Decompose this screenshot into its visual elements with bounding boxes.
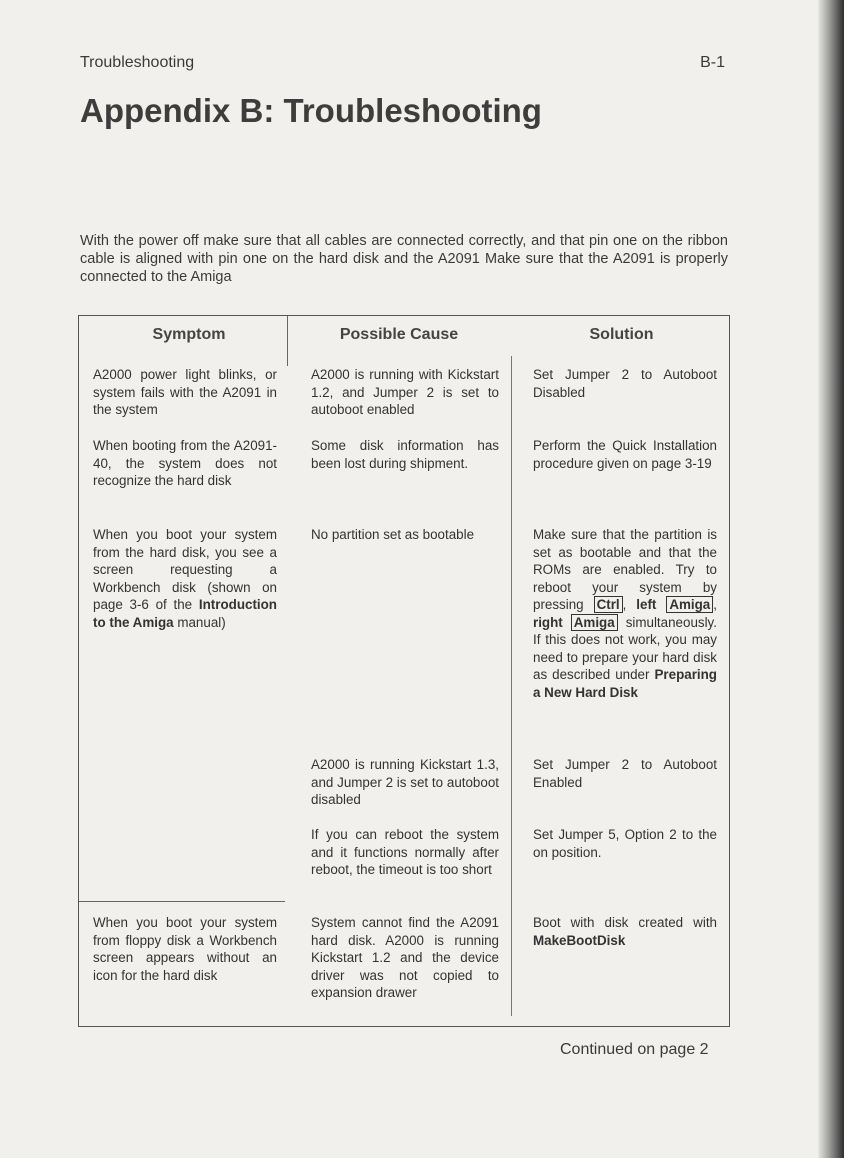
row2-cause: Some disk information has been lost during shipment. bbox=[311, 438, 499, 471]
row3-symptom bbox=[93, 526, 277, 631]
header-section: Troubleshooting bbox=[80, 54, 195, 71]
row3-solution: Make sure that the partition is set as bootable and that the ROMs are enabled. Try to reboot your system by pressing Ctrl , left Amiga , right Amiga simultaneously. If this does not work, you may need to prepare your hard disk as described under Preparing a New Hard Disk bbox=[533, 527, 717, 700]
intro-paragraph: With the power off make sure that all cables are connected correctly, and that pin one on the ribbon cable is aligned with pin one on the hard disk and the A2091 Make sure that the A2091 is properly connected to the Amiga bbox=[80, 233, 728, 285]
header-page-number: B-1 bbox=[700, 54, 725, 71]
row5-cause: If you can reboot the system and it functions normally after reboot, the timeout is too short bbox=[311, 827, 499, 877]
row2-symptom: When booting from the A2091-40, the system does not recognize the hard disk bbox=[93, 438, 277, 488]
header-symptom: Symptom bbox=[152, 326, 226, 343]
left-amiga-key: Amiga bbox=[666, 596, 713, 613]
row4-solution: Set Jumper 2 to Autoboot Enabled bbox=[533, 757, 717, 790]
troubleshooting-table bbox=[78, 315, 730, 1027]
right-label: right bbox=[533, 614, 563, 630]
row3-cause: No partition set as bootable bbox=[311, 527, 475, 542]
column-divider bbox=[287, 316, 288, 366]
ctrl-key: Ctrl bbox=[594, 596, 623, 613]
header-solution: Solution bbox=[589, 326, 654, 343]
row3-solution-text: Make sure that the partition is set as bootable and that the ROMs are enabled. Try to reboot your system by pressing bbox=[533, 527, 717, 612]
section-reference: Preparing a New Hard Disk bbox=[533, 667, 717, 700]
row-divider bbox=[79, 901, 285, 902]
running-header bbox=[80, 54, 725, 72]
page-edge-shadow bbox=[818, 0, 844, 1158]
row4-cause: A2000 is running Kickstart 1.3, and Jumper 2 is set to autoboot disabled bbox=[311, 757, 499, 807]
page-title: Appendix B: Troubleshooting bbox=[80, 92, 542, 129]
left-label: left bbox=[636, 597, 657, 612]
row6-solution bbox=[533, 914, 717, 949]
continued-note: Continued on page 2 bbox=[560, 1041, 709, 1058]
row3-symptom-text: When you boot your system from the hard disk, you see a screen requesting a Workbench disk (shown on page 3-6 of the bbox=[93, 527, 277, 612]
header-possible-cause: Possible Cause bbox=[339, 326, 459, 343]
manual-title: Introduction to the Amiga bbox=[93, 597, 277, 630]
row2-solution: Perform the Quick Installation procedure given on page 3-19 bbox=[533, 438, 717, 471]
row6-symptom: When you boot your system from floppy disk a Workbench screen appears without an icon for the hard disk bbox=[93, 915, 277, 983]
row3-solution-text-2: simultaneously. If this does not work, you may need to prepare your hard disk as described under bbox=[533, 614, 717, 682]
row3-symptom-end: manual) bbox=[177, 614, 226, 630]
right-amiga-key: Amiga bbox=[571, 614, 618, 631]
row6-solution-text: Boot with disk created with bbox=[533, 915, 717, 930]
makebootdisk-label: MakeBootDisk bbox=[533, 932, 626, 948]
row6-cause: System cannot find the A2091 hard disk. A2000 is running Kickstart 1.2 and the device driver was not copied to expansion drawer bbox=[311, 915, 499, 1000]
row1-solution: Set Jumper 2 to Autoboot Disabled bbox=[533, 367, 717, 400]
row5-solution: Set Jumper 5, Option 2 to the on position. bbox=[533, 827, 717, 860]
row1-symptom: A2000 power light blinks, or system fails with the A2091 in the system bbox=[93, 367, 277, 417]
column-divider bbox=[511, 356, 512, 1016]
row1-cause: A2000 is running with Kickstart 1.2, and Jumper 2 is set to autoboot enabled bbox=[311, 367, 499, 417]
